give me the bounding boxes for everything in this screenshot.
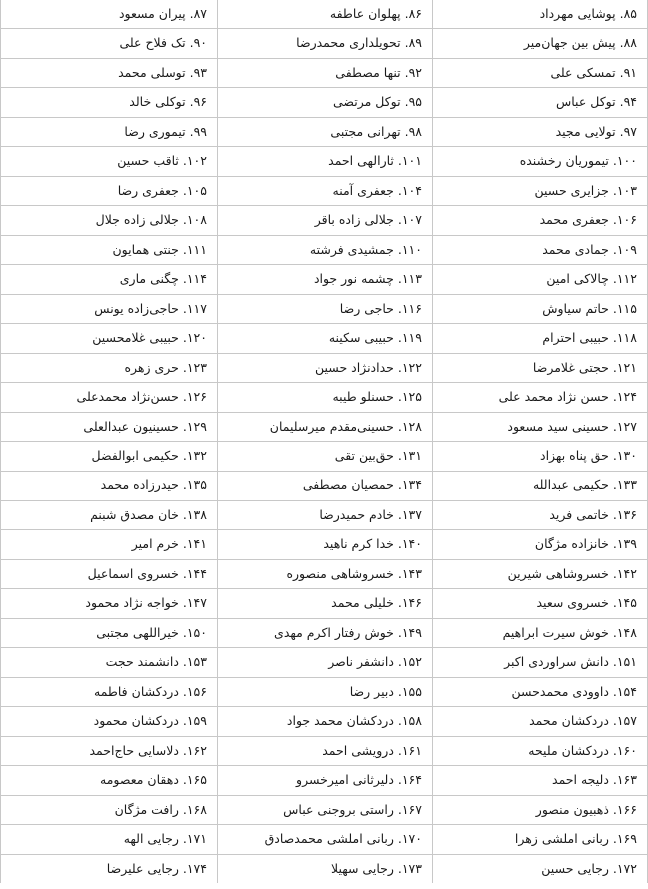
- name-cell: ۱۳۸. خان مصدق شبنم: [1, 500, 218, 529]
- table-row: [1, 500, 648, 529]
- name-cell: ۱۶۰. دردکشان ملیحه: [433, 736, 648, 765]
- name-cell: ۱۳۷. خادم حمیدرضا: [218, 500, 433, 529]
- name-cell: ۱۰۰. تیموریان رخشنده: [433, 147, 648, 176]
- name-cell: ۱۳۵. حیدرزاده محمد: [1, 471, 218, 500]
- name-cell: ۱۳۴. حمصیان مصطفی: [218, 471, 433, 500]
- name-cell: ۱۴۳. خسروشاهی منصوره: [218, 559, 433, 588]
- table-row: [1, 294, 648, 323]
- table-row: [1, 825, 648, 854]
- table-row: [1, 147, 648, 176]
- name-cell: ۱۳۲. حکیمی ابوالفضل: [1, 442, 218, 471]
- name-cell: ۱۶۱. درویشی احمد: [218, 736, 433, 765]
- name-cell: ۱۵۱. دانش سراوردی اکبر: [433, 648, 648, 677]
- name-cell: ۱۶۶. ذهبیون منصور: [433, 795, 648, 824]
- name-cell: ۱۲۴. حسن نژاد محمد علی: [433, 383, 648, 412]
- name-cell: ۸۶. پهلوان عاطفه: [218, 0, 433, 29]
- name-cell: ۹۱. تمسکی علی: [433, 58, 648, 87]
- table-row: [1, 0, 648, 29]
- table-row: [1, 58, 648, 87]
- name-cell: ۱۰۱. ثارالهی احمد: [218, 147, 433, 176]
- name-cell: ۱۷۴. رجایی علیرضا: [1, 854, 218, 883]
- name-cell: ۱۲۶. حسن‌نژاد محمدعلی: [1, 383, 218, 412]
- name-cell: ۱۲۲. حدادنژاد حسین: [218, 353, 433, 382]
- name-cell: ۱۵۰. خیراللهی مجتبی: [1, 618, 218, 647]
- name-cell: ۱۵۶. دردکشان فاطمه: [1, 677, 218, 706]
- name-cell: ۱۳۳. حکیمی عبدالله: [433, 471, 648, 500]
- name-cell: ۱۲۸. حسینی‌مقدم میرسلیمان: [218, 412, 433, 441]
- name-cell: ۱۱۹. حبیبی سکینه: [218, 324, 433, 353]
- table-row: [1, 618, 648, 647]
- name-cell: ۱۱۱. جنتی همایون: [1, 235, 218, 264]
- table-row: [1, 117, 648, 146]
- name-cell: ۱۱۶. حاجی رضا: [218, 294, 433, 323]
- name-cell: ۱۵۹. دردکشان محمود: [1, 707, 218, 736]
- names-table-body: [1, 0, 648, 883]
- name-cell: ۱۰۳. جزایری حسین: [433, 176, 648, 205]
- table-row: [1, 854, 648, 883]
- table-row: [1, 88, 648, 117]
- name-cell: ۱۲۹. حسینیون عبدالعلی: [1, 412, 218, 441]
- name-cell: ۱۲۰. حبیبی غلامحسین: [1, 324, 218, 353]
- name-cell: ۱۲۱. حجتی غلامرضا: [433, 353, 648, 382]
- name-cell: ۹۴. توکل عباس: [433, 88, 648, 117]
- table-row: [1, 176, 648, 205]
- name-cell: ۹۵. توکل مرتضی: [218, 88, 433, 117]
- name-cell: ۹۰. تک فلاح علی: [1, 29, 218, 58]
- table-row: [1, 795, 648, 824]
- name-cell: ۸۹. تحویلداری محمدرضا: [218, 29, 433, 58]
- name-cell: ۱۳۰. حق پناه بهزاد: [433, 442, 648, 471]
- table-row: [1, 235, 648, 264]
- table-row: [1, 559, 648, 588]
- name-cell: ۱۷۳. رجایی سهیلا: [218, 854, 433, 883]
- name-cell: ۱۳۹. خانزاده مژگان: [433, 530, 648, 559]
- name-cell: ۱۵۷. دردکشان محمد: [433, 707, 648, 736]
- name-cell: ۹۶. توکلی خالد: [1, 88, 218, 117]
- table-row: [1, 412, 648, 441]
- name-cell: ۱۴۸. خوش سیرت ابراهیم: [433, 618, 648, 647]
- name-cell: ۱۴۴. خسروی اسماعیل: [1, 559, 218, 588]
- name-cell: ۱۴۰. خدا کرم ناهید: [218, 530, 433, 559]
- name-cell: ۱۱۳. چشمه نور جواد: [218, 265, 433, 294]
- name-cell: ۱۵۸. دردکشان محمد جواد: [218, 707, 433, 736]
- name-cell: ۱۳۱. حق‌بین تقی: [218, 442, 433, 471]
- name-cell: ۱۷۱. رجایی الهه: [1, 825, 218, 854]
- name-cell: ۱۶۹. ربانی املشی زهرا: [433, 825, 648, 854]
- table-row: [1, 353, 648, 382]
- name-cell: ۱۱۲. چالاکی امین: [433, 265, 648, 294]
- name-cell: ۱۱۴. چگنی ماری: [1, 265, 218, 294]
- name-cell: ۱۰۴. جعفری آمنه: [218, 176, 433, 205]
- table-row: [1, 648, 648, 677]
- name-cell: ۱۰۶. جعفری محمد: [433, 206, 648, 235]
- name-cell: ۱۲۵. حسنلو طیبه: [218, 383, 433, 412]
- table-row: [1, 206, 648, 235]
- name-cell: ۱۰۸. جلالی زاده جلال: [1, 206, 218, 235]
- name-cell: ۱۶۳. دلیجه احمد: [433, 766, 648, 795]
- name-cell: ۱۲۷. حسینی سید مسعود: [433, 412, 648, 441]
- name-cell: ۱۷۲. رجایی حسین: [433, 854, 648, 883]
- name-cell: ۱۴۷. خواجه نژاد محمود: [1, 589, 218, 618]
- table-row: [1, 471, 648, 500]
- name-cell: ۱۱۵. حاتم سیاوش: [433, 294, 648, 323]
- name-cell: ۱۷۰. ربانی املشی محمدصادق: [218, 825, 433, 854]
- name-cell: ۱۵۵. دبیر رضا: [218, 677, 433, 706]
- table-row: [1, 324, 648, 353]
- name-cell: ۸۵. پوشایی مهرداد: [433, 0, 648, 29]
- name-cell: ۱۰۲. ثاقب حسین: [1, 147, 218, 176]
- name-cell: ۱۴۱. خرم امیر: [1, 530, 218, 559]
- name-cell: ۱۰۵. جعفری رضا: [1, 176, 218, 205]
- table-row: [1, 677, 648, 706]
- name-cell: ۱۱۷. حاجی‌زاده یونس: [1, 294, 218, 323]
- name-cell: ۱۵۴. داوودی محمدحسن: [433, 677, 648, 706]
- name-cell: ۱۴۲. خسروشاهی شیرین: [433, 559, 648, 588]
- table-row: [1, 442, 648, 471]
- name-cell: ۱۱۸. حبیبی احترام: [433, 324, 648, 353]
- name-cell: ۱۶۵. دهقان معصومه: [1, 766, 218, 795]
- name-cell: ۱۵۲. دانشفر ناصر: [218, 648, 433, 677]
- name-cell: ۱۶۴. دلیرثانی امیرخسرو: [218, 766, 433, 795]
- table-row: [1, 707, 648, 736]
- name-cell: ۱۵۳. دانشمند حجت: [1, 648, 218, 677]
- name-cell: ۱۶۸. رافت مژگان: [1, 795, 218, 824]
- name-cell: ۸۸. پیش بین جهان‌میر: [433, 29, 648, 58]
- name-cell: ۱۲۳. حری زهره: [1, 353, 218, 382]
- table-row: [1, 766, 648, 795]
- table-row: [1, 383, 648, 412]
- name-cell: ۱۶۷. راستی بروجنی عباس: [218, 795, 433, 824]
- name-cell: ۹۸. تهرانی مجتبی: [218, 117, 433, 146]
- name-cell: ۱۰۹. جمادی محمد: [433, 235, 648, 264]
- name-cell: ۱۴۵. خسروی سعید: [433, 589, 648, 618]
- name-cell: ۹۹. تیموری رضا: [1, 117, 218, 146]
- name-cell: ۱۱۰. جمشیدی فرشته: [218, 235, 433, 264]
- name-cell: ۱۴۹. خوش رفتار اکرم مهدی: [218, 618, 433, 647]
- name-cell: ۹۲. تنها مصطفی: [218, 58, 433, 87]
- name-cell: ۹۷. تولایی مجید: [433, 117, 648, 146]
- name-cell: ۱۴۶. خلیلی محمد: [218, 589, 433, 618]
- table-row: [1, 589, 648, 618]
- name-cell: ۸۷. پیران مسعود: [1, 0, 218, 29]
- table-row: [1, 265, 648, 294]
- table-row: [1, 736, 648, 765]
- name-cell: ۱۰۷. جلالی زاده باقر: [218, 206, 433, 235]
- table-row: [1, 530, 648, 559]
- name-cell: ۱۳۶. خاتمی فرید: [433, 500, 648, 529]
- name-cell: ۱۶۲. دلاسایی حاج‌احمد: [1, 736, 218, 765]
- name-cell: ۹۳. توسلی محمد: [1, 58, 218, 87]
- table-row: [1, 29, 648, 58]
